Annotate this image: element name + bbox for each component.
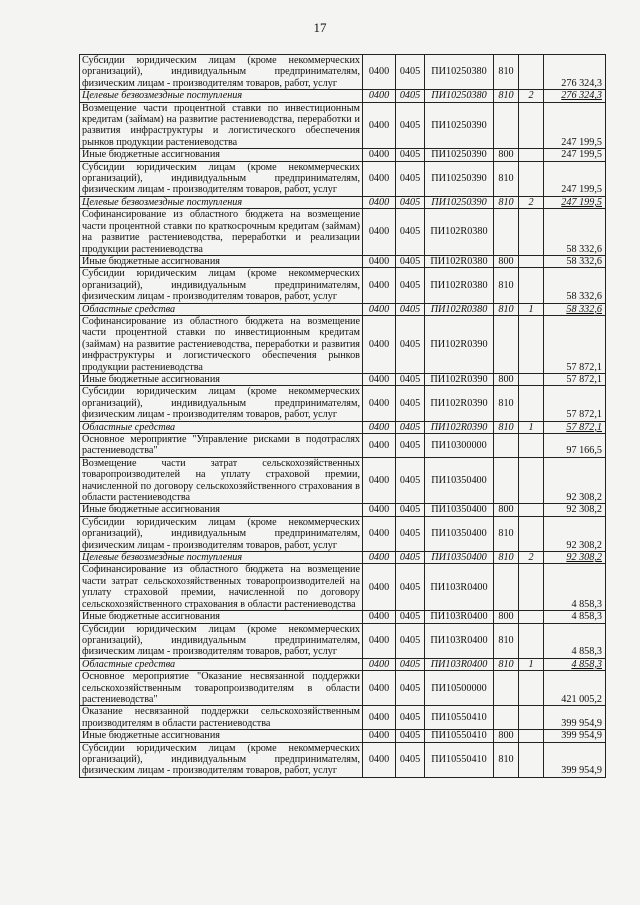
- row-ministry-code: 0400: [363, 90, 396, 102]
- row-name-cell: Целевые безвозмездные поступления: [80, 196, 363, 208]
- row-source-code: [519, 742, 544, 777]
- row-ministry-code: 0400: [363, 504, 396, 516]
- row-section-code: 0405: [396, 161, 425, 196]
- row-name-cell: Субсидии юридическим лицам (кроме некоммерческих организаций), индивидуальным предпринимателям, физическим лицам - производителям товаров, работ, услуг: [80, 268, 363, 303]
- row-name-cell: Иные бюджетные ассигнования: [80, 149, 363, 161]
- row-name-cell: Возмещение части процентной ставки по инвестиционным кредитам (займам) на развитие растениеводства, переработки и развития инфраструктуры и логистического обеспечения рынков продукции растениеводства: [80, 102, 363, 149]
- row-ministry-code: 0400: [363, 730, 396, 742]
- table-row: [80, 303, 606, 315]
- row-ministry-code: 0400: [363, 315, 396, 373]
- row-target-code: ПИ10300000: [425, 434, 494, 458]
- row-name-cell: Субсидии юридическим лицам (кроме некоммерческих организаций), индивидуальным предпринимателям, физическим лицам - производителям товаров, работ, услуг: [80, 516, 363, 551]
- row-ministry-code: 0400: [363, 742, 396, 777]
- row-amount: 247 199,5: [544, 149, 606, 161]
- row-expense-type-code: 810: [494, 303, 519, 315]
- row-section-code: 0405: [396, 552, 425, 564]
- row-source-code: [519, 706, 544, 730]
- row-target-code: ПИ10250390: [425, 102, 494, 149]
- row-section-code: 0405: [396, 55, 425, 90]
- row-expense-type-code: 810: [494, 55, 519, 90]
- row-amount: 399 954,9: [544, 742, 606, 777]
- row-amount: 247 199,5: [544, 102, 606, 149]
- row-target-code: ПИ10250390: [425, 161, 494, 196]
- row-expense-type-code: 810: [494, 161, 519, 196]
- row-name-cell: Иные бюджетные ассигнования: [80, 611, 363, 623]
- row-source-code: [519, 457, 544, 504]
- row-target-code: ПИ10250390: [425, 196, 494, 208]
- row-target-code: ПИ102R0380: [425, 268, 494, 303]
- row-section-code: 0405: [396, 149, 425, 161]
- row-ministry-code: 0400: [363, 303, 396, 315]
- row-source-code: 1: [519, 658, 544, 670]
- row-source-code: [519, 149, 544, 161]
- row-source-code: [519, 102, 544, 149]
- row-ministry-code: 0400: [363, 623, 396, 658]
- row-ministry-code: 0400: [363, 102, 396, 149]
- row-amount: 57 872,1: [544, 386, 606, 421]
- row-expense-type-code: 810: [494, 386, 519, 421]
- row-target-code: ПИ10550410: [425, 742, 494, 777]
- row-section-code: 0405: [396, 90, 425, 102]
- row-target-code: ПИ10550410: [425, 706, 494, 730]
- row-name-cell: Субсидии юридическим лицам (кроме некоммерческих организаций), индивидуальным предпринимателям, физическим лицам - производителям товаров, работ, услуг: [80, 161, 363, 196]
- row-amount: 4 858,3: [544, 623, 606, 658]
- row-target-code: ПИ102R0390: [425, 386, 494, 421]
- row-section-code: 0405: [396, 373, 425, 385]
- row-target-code: ПИ103R0400: [425, 564, 494, 611]
- row-source-code: [519, 434, 544, 458]
- row-ministry-code: 0400: [363, 706, 396, 730]
- row-amount: 58 332,6: [544, 303, 606, 315]
- row-expense-type-code: 800: [494, 504, 519, 516]
- row-name-cell: Софинансирование из областного бюджета на возмещение части процентной ставки по краткосрочным кредитам (займам) на развитие растениеводства, переработки и реализации продукции растениеводства: [80, 209, 363, 256]
- row-target-code: ПИ103R0400: [425, 658, 494, 670]
- row-ministry-code: 0400: [363, 564, 396, 611]
- table-body: [80, 55, 606, 778]
- row-amount: 247 199,5: [544, 161, 606, 196]
- page-number: 17: [313, 20, 327, 35]
- row-source-code: [519, 516, 544, 551]
- table-row: [80, 434, 606, 458]
- row-source-code: 1: [519, 303, 544, 315]
- row-name-cell: Софинансирование из областного бюджета на возмещение части затрат сельскохозяйственных товаропроизводителей на уплату страховой премии, начисленной по договору сельскохозяйственного страхования в области растениеводства: [80, 564, 363, 611]
- row-name-cell: Субсидии юридическим лицам (кроме некоммерческих организаций), индивидуальным предпринимателям, физическим лицам - производителям товаров, работ, услуг: [80, 55, 363, 90]
- row-section-code: 0405: [396, 504, 425, 516]
- row-section-code: 0405: [396, 457, 425, 504]
- table-row: [80, 102, 606, 149]
- row-expense-type-code: [494, 315, 519, 373]
- row-ministry-code: 0400: [363, 671, 396, 706]
- row-ministry-code: 0400: [363, 552, 396, 564]
- row-section-code: 0405: [396, 196, 425, 208]
- row-amount: 92 308,2: [544, 504, 606, 516]
- row-source-code: [519, 623, 544, 658]
- row-source-code: 2: [519, 196, 544, 208]
- row-section-code: 0405: [396, 658, 425, 670]
- row-target-code: ПИ102R0390: [425, 421, 494, 433]
- row-source-code: [519, 386, 544, 421]
- row-amount: 57 872,1: [544, 373, 606, 385]
- row-source-code: [519, 671, 544, 706]
- row-ministry-code: 0400: [363, 658, 396, 670]
- table-row: [80, 209, 606, 256]
- row-source-code: [519, 373, 544, 385]
- row-target-code: ПИ10250380: [425, 90, 494, 102]
- table-row: [80, 552, 606, 564]
- row-amount: 92 308,2: [544, 552, 606, 564]
- row-target-code: ПИ102R0380: [425, 209, 494, 256]
- row-section-code: 0405: [396, 623, 425, 658]
- row-amount: 4 858,3: [544, 564, 606, 611]
- row-ministry-code: 0400: [363, 55, 396, 90]
- row-source-code: 2: [519, 90, 544, 102]
- table-row: [80, 706, 606, 730]
- row-name-cell: Иные бюджетные ассигнования: [80, 730, 363, 742]
- row-target-code: ПИ10350400: [425, 516, 494, 551]
- row-amount: 92 308,2: [544, 516, 606, 551]
- row-section-code: 0405: [396, 255, 425, 267]
- row-expense-type-code: [494, 457, 519, 504]
- row-target-code: ПИ102R0380: [425, 303, 494, 315]
- row-name-cell: Иные бюджетные ассигнования: [80, 255, 363, 267]
- row-ministry-code: 0400: [363, 161, 396, 196]
- row-name-cell: Оказание несвязанной поддержки сельскохозяйственным производителям в области растениеводства: [80, 706, 363, 730]
- row-expense-type-code: 810: [494, 421, 519, 433]
- row-name-cell: Основное мероприятие "Оказание несвязанной поддержки сельскохозяйственным товаропроизводителям в области растениеводства": [80, 671, 363, 706]
- table-row: [80, 457, 606, 504]
- row-section-code: 0405: [396, 386, 425, 421]
- row-source-code: [519, 504, 544, 516]
- table-row: [80, 196, 606, 208]
- table-row: [80, 504, 606, 516]
- row-ministry-code: 0400: [363, 373, 396, 385]
- row-expense-type-code: 810: [494, 552, 519, 564]
- table-row: [80, 315, 606, 373]
- row-name-cell: Областные средства: [80, 303, 363, 315]
- row-source-code: [519, 564, 544, 611]
- row-target-code: ПИ10250390: [425, 149, 494, 161]
- row-ministry-code: 0400: [363, 255, 396, 267]
- row-source-code: [519, 255, 544, 267]
- row-ministry-code: 0400: [363, 611, 396, 623]
- row-name-cell: Субсидии юридическим лицам (кроме некоммерческих организаций), индивидуальным предпринимателям, физическим лицам - производителям товаров, работ, услуг: [80, 386, 363, 421]
- row-expense-type-code: [494, 564, 519, 611]
- row-name-cell: Основное мероприятие "Управление рисками в подотраслях растениеводства": [80, 434, 363, 458]
- row-amount: 4 858,3: [544, 611, 606, 623]
- row-source-code: [519, 268, 544, 303]
- row-section-code: 0405: [396, 268, 425, 303]
- table-row: [80, 742, 606, 777]
- row-expense-type-code: 810: [494, 658, 519, 670]
- row-section-code: 0405: [396, 516, 425, 551]
- row-target-code: ПИ10500000: [425, 671, 494, 706]
- row-source-code: 2: [519, 552, 544, 564]
- table-row: [80, 149, 606, 161]
- row-expense-type-code: 800: [494, 255, 519, 267]
- row-amount: 276 324,3: [544, 55, 606, 90]
- row-target-code: ПИ103R0400: [425, 611, 494, 623]
- row-amount: 92 308,2: [544, 457, 606, 504]
- row-name-cell: Областные средства: [80, 421, 363, 433]
- row-amount: 57 872,1: [544, 315, 606, 373]
- row-expense-type-code: 810: [494, 268, 519, 303]
- row-section-code: 0405: [396, 102, 425, 149]
- row-name-cell: Субсидии юридическим лицам (кроме некоммерческих организаций), индивидуальным предпринимателям, физическим лицам - производителям товаров, работ, услуг: [80, 623, 363, 658]
- row-source-code: [519, 55, 544, 90]
- row-expense-type-code: 810: [494, 90, 519, 102]
- row-ministry-code: 0400: [363, 209, 396, 256]
- table-row: [80, 516, 606, 551]
- table-row: [80, 373, 606, 385]
- row-section-code: 0405: [396, 421, 425, 433]
- table-row: [80, 161, 606, 196]
- row-source-code: [519, 611, 544, 623]
- row-section-code: 0405: [396, 303, 425, 315]
- row-amount: 57 872,1: [544, 421, 606, 433]
- row-amount: 421 005,2: [544, 671, 606, 706]
- row-section-code: 0405: [396, 434, 425, 458]
- row-section-code: 0405: [396, 730, 425, 742]
- row-expense-type-code: 800: [494, 611, 519, 623]
- table-row: [80, 386, 606, 421]
- budget-table: [79, 54, 606, 778]
- row-ministry-code: 0400: [363, 149, 396, 161]
- row-name-cell: Целевые безвозмездные поступления: [80, 90, 363, 102]
- row-name-cell: Софинансирование из областного бюджета на возмещение части процентной ставки по инвестиционным кредитам (займам) на развитие растениеводства, переработки и развития инфраструктуры и логистического обеспечения рынков продукции растениеводства: [80, 315, 363, 373]
- table-row: [80, 564, 606, 611]
- table-row: [80, 268, 606, 303]
- row-source-code: [519, 730, 544, 742]
- row-section-code: 0405: [396, 564, 425, 611]
- row-expense-type-code: 810: [494, 196, 519, 208]
- row-ministry-code: 0400: [363, 196, 396, 208]
- row-section-code: 0405: [396, 671, 425, 706]
- table-row: [80, 611, 606, 623]
- row-target-code: ПИ102R0380: [425, 255, 494, 267]
- row-section-code: 0405: [396, 611, 425, 623]
- row-amount: 58 332,6: [544, 268, 606, 303]
- row-target-code: ПИ10350400: [425, 552, 494, 564]
- row-amount: 247 199,5: [544, 196, 606, 208]
- row-name-cell: Целевые безвозмездные поступления: [80, 552, 363, 564]
- table-row: [80, 55, 606, 90]
- row-section-code: 0405: [396, 315, 425, 373]
- row-name-cell: Областные средства: [80, 658, 363, 670]
- table-row: [80, 623, 606, 658]
- row-expense-type-code: 800: [494, 730, 519, 742]
- row-amount: 97 166,5: [544, 434, 606, 458]
- row-target-code: ПИ10250380: [425, 55, 494, 90]
- table-row: [80, 658, 606, 670]
- row-name-cell: Иные бюджетные ассигнования: [80, 504, 363, 516]
- row-target-code: ПИ10350400: [425, 504, 494, 516]
- row-expense-type-code: 810: [494, 623, 519, 658]
- table-row: [80, 730, 606, 742]
- table-row: [80, 90, 606, 102]
- row-expense-type-code: [494, 102, 519, 149]
- row-source-code: 1: [519, 421, 544, 433]
- row-target-code: ПИ103R0400: [425, 623, 494, 658]
- table-row: [80, 671, 606, 706]
- row-expense-type-code: [494, 671, 519, 706]
- row-expense-type-code: [494, 434, 519, 458]
- row-amount: 399 954,9: [544, 730, 606, 742]
- row-name-cell: Субсидии юридическим лицам (кроме некоммерческих организаций), индивидуальным предпринимателям, физическим лицам - производителям товаров, работ, услуг: [80, 742, 363, 777]
- row-ministry-code: 0400: [363, 421, 396, 433]
- row-ministry-code: 0400: [363, 268, 396, 303]
- row-source-code: [519, 315, 544, 373]
- row-amount: 58 332,6: [544, 255, 606, 267]
- row-ministry-code: 0400: [363, 516, 396, 551]
- table-row: [80, 255, 606, 267]
- row-expense-type-code: 800: [494, 149, 519, 161]
- row-target-code: ПИ102R0390: [425, 373, 494, 385]
- row-target-code: ПИ102R0390: [425, 315, 494, 373]
- row-name-cell: Иные бюджетные ассигнования: [80, 373, 363, 385]
- row-name-cell: Возмещение части затрат сельскохозяйственных товаропроизводителей на уплату страховой премии, начисленной по договору сельскохозяйственного страхования в области растениеводства: [80, 457, 363, 504]
- row-section-code: 0405: [396, 706, 425, 730]
- row-section-code: 0405: [396, 209, 425, 256]
- row-amount: 58 332,6: [544, 209, 606, 256]
- row-expense-type-code: [494, 209, 519, 256]
- row-source-code: [519, 161, 544, 196]
- row-ministry-code: 0400: [363, 434, 396, 458]
- row-ministry-code: 0400: [363, 386, 396, 421]
- row-expense-type-code: [494, 706, 519, 730]
- row-amount: 276 324,3: [544, 90, 606, 102]
- row-expense-type-code: 810: [494, 742, 519, 777]
- row-expense-type-code: 810: [494, 516, 519, 551]
- table-row: [80, 421, 606, 433]
- row-amount: 4 858,3: [544, 658, 606, 670]
- row-amount: 399 954,9: [544, 706, 606, 730]
- row-target-code: ПИ10550410: [425, 730, 494, 742]
- row-source-code: [519, 209, 544, 256]
- row-ministry-code: 0400: [363, 457, 396, 504]
- row-section-code: 0405: [396, 742, 425, 777]
- row-target-code: ПИ10350400: [425, 457, 494, 504]
- row-expense-type-code: 800: [494, 373, 519, 385]
